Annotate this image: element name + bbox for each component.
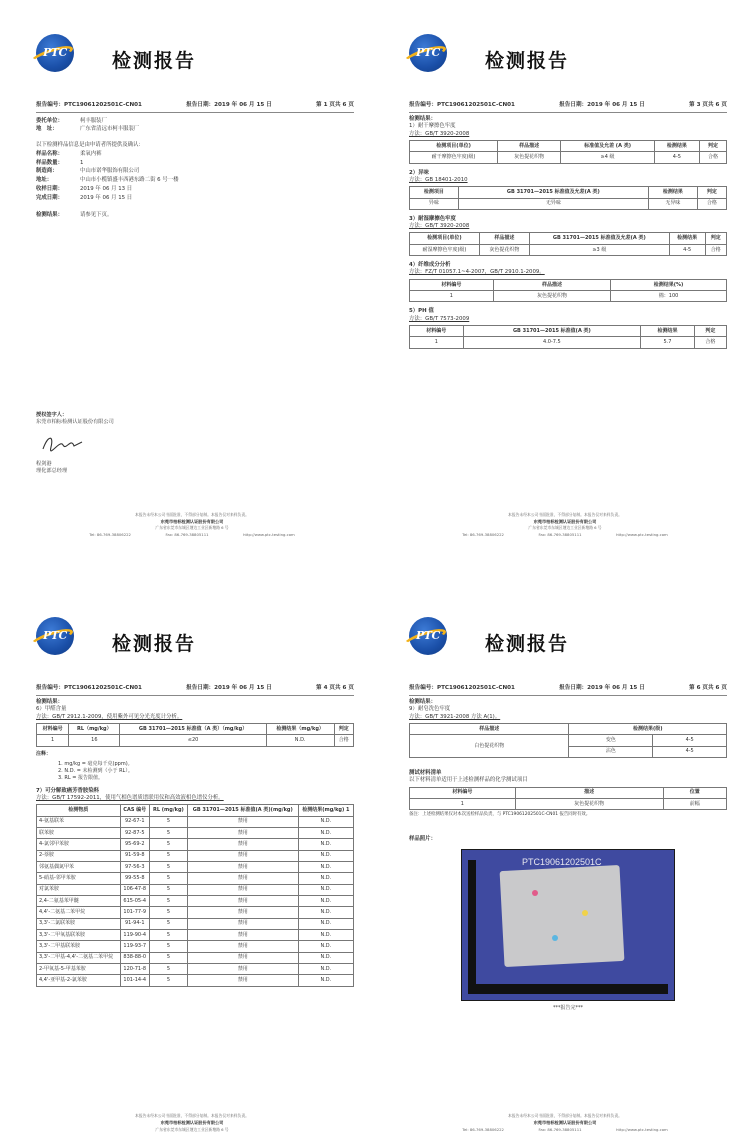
ruler-icon [468,984,668,994]
test-results: 检测结果： 1）耐干摩擦色牢度 方法：GB/T 3920-2008 检测项目(单位) 样品描述 标准值及允差 (A 类) 检测结果 判定 耐干摩擦色牢度(级) 灰色提花织物 ≥4 级 4-5 合格 2）异味 方法：GB 18401-2010 检测项目 GB 31701—2015 标准值及允差(A 类) 检测结果 判定 异味 无异味 无异味 合格 3）耐湿摩擦色牢度 方法：GB/T 3920-2008 检测项目(单位) 样品描述 GB 31701—2015 标准值及允差(A 类) 检测结果 判定 耐湿摩擦色牢度(级) 灰色提花织物 ≥3 级 4-5 合格 4）纤维成分分析 方法：FZ/T 01057.1~4-2007，GB/T 2910.1-2009。 材料编号 样品描述 检测结果(%) 1 灰色提花织物 棉：100 5）PH 值 方法：GB/T 7573-2009 材料编号 GB 31701—2015 标准值(A 类) 检测结果 判定 1 4.0-7.5 5.7 合格 [409,116,727,349]
table-row: 3,3'-二氯联苯胺 91-94-1 5 禁用 N.D. [37,918,354,929]
table-row: 3,3'-二甲氧基联苯胺 119-90-4 5 禁用 N.D. [37,929,354,940]
table-row: 4,4'-二氨基二苯甲烷 101-77-9 5 禁用 N.D. [37,907,354,918]
table-row: 联苯胺 92-87-5 5 禁用 N.D. [37,827,354,838]
fiber-table: 材料编号 样品描述 检测结果(%) 1 灰色提花织物 棉：100 [409,279,727,303]
ptc-logo-icon: PTC [36,34,74,72]
manufacturer-address: 中山市小榄镇盛丰西港东路二街 6 号一楼 [80,177,179,184]
page-number: 第 1 页共 6 页 [316,102,354,108]
page-footer: 本报告未经本公司书面批准，不得部分复制。本报告仅对来样负责。 东莞市柏标检测认证股份有限公司 Tel: 86-769-38806222 Fax: 86-769-38805111 http://www.ptc-testing.com [462,1112,668,1132]
table-row: 5-硝基-邻甲苯胺 99-55-8 5 禁用 N.D. [37,873,354,884]
client-address: 广东省清远市柯丰服装厂 [80,126,140,133]
fabric-sample [500,865,625,967]
report-page-1 [12,12,372,552]
dry-rubbing-table: 检测项目(单位) 样品描述 标准值及允差 (A 类) 检测结果 判定 耐干摩擦色牢度(级) 灰色提花织物 ≥4 级 4-5 合格 [409,140,727,164]
ruler-icon [468,860,476,990]
report-title: 检测报告 [112,633,197,655]
page-footer: 本报告未经本公司书面批准，不得部分复制。本报告仅对来样负责。 东莞市柏标检测认证股份有限公司 广东省东莞市东城区塘边工业区新塘路 6 号 Tel: 86-769-38806222 Fax: 86-769-38805111 http://www.ptc-testing.com [89,511,295,537]
table-row: 2-萘胺 91-59-8 5 禁用 N.D. [37,850,354,861]
signer-title: 理化部总经理 [36,468,68,475]
aromatic-amine-table: 检测物质 CAS 编号 RL (mg/kg) GB 31701—2015 标准值(A 类)(mg/kg) 检测结果(mg/kg) 1 4-氨基联苯 92-67-1 5 禁用 N.D. 联苯胺 92-87-5 5 禁用 N.D. 4-氯邻甲苯胺 95-69-2 5 禁用 N.D. 2-萘胺 91-59-8 5 禁用 N.D. 邻氨基偶氮甲苯 97-56-3 5 禁用 N.D. 5-硝基-邻甲苯胺 99-55-8 5 禁用 N.D. 对氯苯胺 106-47-8 5 禁用 N.D. 2,4-二氨基苯甲醚 615-05-4 5 禁用 N.D. 4,4'-二氨基二苯甲烷 101-77-9 5 禁用 N.D. 3,3'-二氯联苯胺 91-94-1 5 禁用 N.D. 3,3'-二甲氧基联苯胺 119-90-4 5 禁用 N.D. 3,3'-二甲基联苯胺 119-93-7 5 禁用 N.D. 3,3'-二甲基-4,4'-二氨基二苯甲烷 838-88-0 5 禁用 N.D. 2-甲氧基-5-甲基苯胺 120-71-8 5 禁用 N.D. 4,4'-亚甲基-2-氯苯胺 101-14-4 5 禁用 N.D. [36,804,354,987]
report-header: 报告编号：PTC19061202501C-CN01 报告日期：2019 年 06 月 15 日 第 3 页共 6 页 [409,102,727,113]
table-row: 2-甲氧基-5-甲基苯胺 120-71-8 5 禁用 N.D. [37,963,354,974]
report-title: 检测报告 [485,633,570,655]
ph-table: 材料编号 GB 31701—2015 标准值(A 类) 检测结果 判定 1 4.0-7.5 5.7 合格 [409,325,727,349]
formaldehyde-table: 材料编号 RL（mg/kg） GB 31701—2015 标准值（A 类）（mg/kg） 检测结果（mg/kg） 判定 1 16 ≤20 N.D. 合格 [36,723,354,747]
completed-date: 2019 年 06 月 15 日 [80,195,133,202]
table-row: 4-氨基联苯 92-67-1 5 禁用 N.D. [37,816,354,827]
ptc-logo-icon: PTC [36,617,74,655]
report-header: 报告编号：PTC19061202501C-CN01 报告日期：2019 年 06 月 15 日 第 4 页共 6 页 [36,685,354,696]
client-name: 柯丰服装厂 [80,117,107,124]
table-row: 4-氯邻甲苯胺 95-69-2 5 禁用 N.D. [37,839,354,850]
ptc-logo-icon: PTC [409,34,447,72]
table-row: 对氯苯胺 106-47-8 5 禁用 N.D. [37,884,354,895]
sample-name: 柔氧内裤 [80,150,102,157]
sample-intro: 以下检测样品信息是由申请者所提供及确认： [36,141,144,148]
received-date: 2019 年 06 月 13 日 [80,186,133,193]
report-page-4 [12,595,372,1135]
table-row: 2,4-二氨基苯甲醚 615-05-4 5 禁用 N.D. [37,895,354,906]
page-footer: 本报告未经本公司书面批准，不得部分复制。本报告仅对来样负责。 东莞市柏标检测认证股份有限公司 广东省东莞市东城区塘边工业区新塘路 6 号 Tel: 86-769-38806222 Fax: 86-769-38805111 http://www.ptc-testing.com [462,511,668,537]
table-row: 邻氨基偶氮甲苯 97-56-3 5 禁用 N.D. [37,861,354,872]
report-header [36,102,354,113]
signatory-block: 授权签字人： 东莞市柏标检测认证股份有限公司 程剑港 理化部总经理 [36,412,114,475]
report-title: 检测报告 [112,50,197,72]
report-page-3 [385,12,745,552]
table-row: 4,4'-亚甲基-2-氯苯胺 101-14-4 5 禁用 N.D. [37,975,354,986]
report-number: 报告编号：PTC19061202501C-CN01 [36,102,142,108]
test-results: 检测结果： 6）甲醛含量 方法：GB/T 2912.1-2009，使用紫外可见分光光度计分析。 材料编号 RL（mg/kg） GB 31701—2015 标准值（A 类）（mg/kg） 检测结果（mg/kg） 判定 1 16 ≤20 N.D. 合格 注释： 1. mg/kg = 毫克每千克(ppm)。 2. N.D. = 未检测到（小于 RL）。 3. RL = 报告限值。 7）可分解致癌芳香胺染料 方法：GB/T 17592-2011，使用气相色谱质谱联用仪和高效液相色谱仪分析。 检测物质 CAS 编号 RL (mg/kg) GB 31701—2015 标准值(A 类)(mg/kg) 检测结果(mg/kg) 1 4-氨基联苯 92-67-1 5 禁用 N.D. 联苯胺 92-87-5 5 禁用 N.D. 4-氯邻甲苯胺 95-69-2 5 禁用 N.D. 2-萘胺 91-59-8 5 禁用 N.D. 邻氨基偶氮甲苯 97-56-3 5 禁用 N.D. 5-硝基-邻甲苯胺 99-55-8 5 禁用 N.D. 对氯苯胺 106-47-8 5 禁用 N.D. 2,4-二氨基苯甲醚 615-05-4 5 禁用 N.D. 4,4'-二氨基二苯甲烷 101-77-9 5 禁用 N.D. 3,3'-二氯联苯胺 91-94-1 5 禁用 N.D. 3,3'-二甲氧基联苯胺 119-90-4 5 禁用 N.D. 3,3'-二甲基联苯胺 119-93-7 5 禁用 N.D. 3,3'-二甲基-4,4'-二氨基二苯甲烷 838-88-0 5 禁用 N.D. 2-甲氧基-5-甲基苯胺 120-71-8 5 禁用 N.D. 4,4'-亚甲基-2-氯苯胺 101-14-4 5 禁用 N.D. [36,699,354,987]
material-list-table: 材料编号 描述 位置 1 灰色提花织物 前幅 [409,787,727,811]
result-reference: 请参见下页。 [80,212,113,219]
client-info: 委托单位： 柯丰服装厂 地 址： 广东省清远市柯丰服装厂 以下检测样品信息是由申请者所提供及确认： 样品名称： 柔氧内裤 样品数量： 1 制造商： 中山市诺华服饰有限公司 地址： 中山市小榄镇盛丰西港东路二街 6 号一楼 收样日期： 2019 年 06 月 13 日 完成日期： 2019 年 06 月 15 日 检测结果： 请参见下页。 [36,117,179,219]
report-date: 报告日期：2019 年 06 月 15 日 [186,102,272,108]
photo-code-label: PTC19061202501C [522,857,602,868]
sample-qty: 1 [80,159,84,166]
wet-rubbing-table: 检测项目(单位) 样品描述 GB 31701—2015 标准值及允差(A 类) 检测结果 判定 耐湿摩擦色牢度(级) 灰色提花织物 ≥3 级 4-5 合格 [409,232,727,256]
washing-fastness-table: 样品描述 检测结果(级) 白色提花织物 变色 4-5 沾色 4-5 [409,723,727,758]
report-title: 检测报告 [485,50,570,72]
report-end: ***报告完*** [552,1005,583,1012]
website-link[interactable]: http://www.ptc-testing.com [616,1126,668,1132]
signer-name: 程剑港 [36,461,52,468]
page-footer: 本报告未经本公司书面批准，不得部分复制。本报告仅对来样负责。 东莞市柏标检测认证股份有限公司 广东省东莞市东城区塘边工业区新塘路 6 号 [135,1112,249,1132]
report-page-6 [385,595,745,1135]
table-row: 3,3'-二甲基-4,4'-二氨基二苯甲烷 838-88-0 5 禁用 N.D. [37,952,354,963]
table-row: 3,3'-二甲基联苯胺 119-93-7 5 禁用 N.D. [37,941,354,952]
report-header: 报告编号：PTC19061202501C-CN01 报告日期：2019 年 06 月 15 日 第 6 页共 6 页 [409,685,727,696]
test-results: 检测结果： 9）耐皂洗色牢度 方法：GB/T 3921-2008 方法 A(1)。 样品描述 检测结果(级) 白色提花织物 变色 4-5 沾色 4-5 测试材料清单 以下材料清单适用于上述检测样品的化学测试项目 材料编号 描述 位置 1 灰色提花织物 前幅 备注：上述检测结果仅对本次送检样品负责，与 PTC19061202501C-CN01 报告同时有效。 样品照片： PTC19061202501C ***报告完*** [409,699,727,1012]
signatory-company: 东莞市柏标检测认证股份有限公司 [36,419,114,426]
manufacturer: 中山市诺华服饰有限公司 [80,168,140,175]
ptc-logo-icon: PTC [409,617,447,655]
website-link[interactable]: http://www.ptc-testing.com [616,531,668,537]
website-link[interactable]: http://www.ptc-testing.com [243,531,295,537]
odor-table: 检测项目 GB 31701—2015 标准值及允差(A 类) 检测结果 判定 异味 无异味 无异味 合格 [409,186,727,210]
sample-photo [461,849,675,1001]
notes: 注释： 1. mg/kg = 毫克每千克(ppm)。 2. N.D. = 未检测到（小于 RL）。 3. RL = 报告限值。 [36,750,133,781]
signature-image [40,432,86,456]
